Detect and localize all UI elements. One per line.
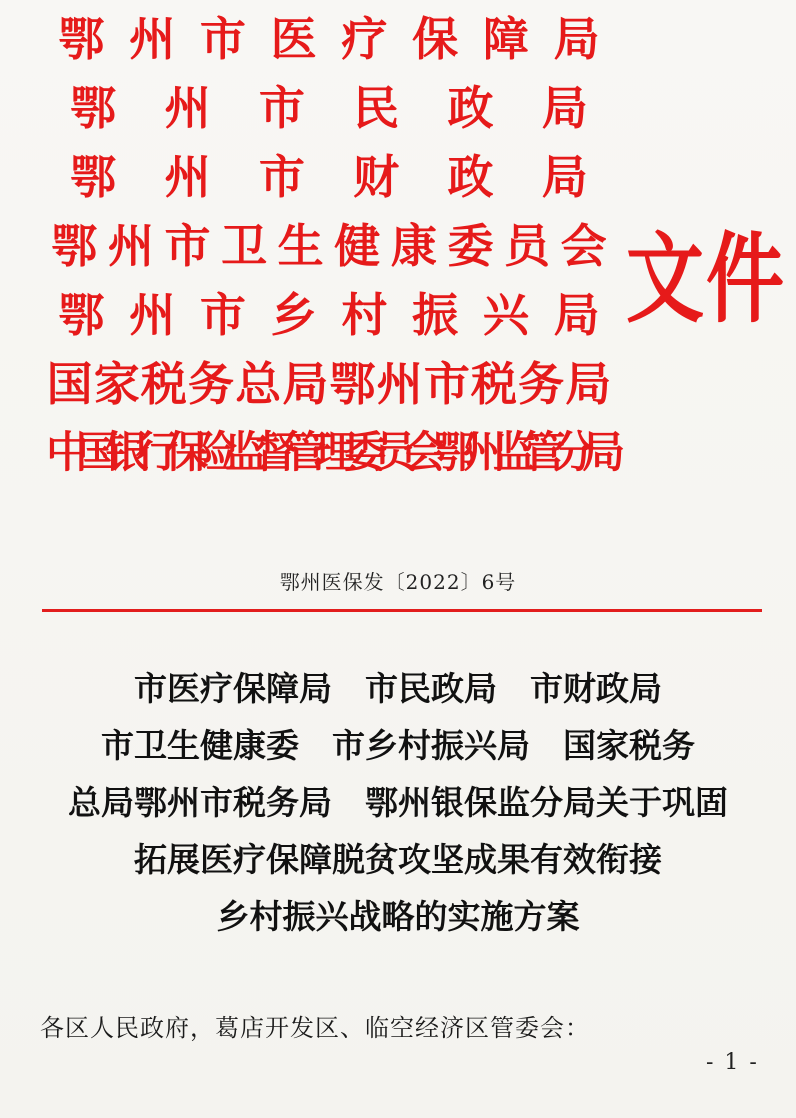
issuer-char: 州 [107, 219, 154, 273]
issuer-char: 会 [403, 428, 445, 478]
issuer-char: 家 [93, 357, 140, 411]
issuer-char: 市 [164, 219, 211, 273]
issuer-char: 鄂 [329, 357, 376, 411]
issuer-char: 市 [199, 12, 246, 66]
issuer-char: 康 [390, 219, 437, 273]
issuer-char: 督 [254, 428, 296, 478]
issuer-char: 中 [46, 428, 87, 478]
page-number: - 1 - [706, 1050, 759, 1075]
issuer-line [46, 8, 626, 70]
issuer-char: 局 [541, 81, 588, 135]
issuer-char: 行 [135, 428, 177, 478]
issuer-char: 国 [46, 357, 93, 411]
issuer-char: 员 [504, 219, 551, 273]
issuer-char: 税 [140, 357, 187, 411]
title-line: 市卫生健康委 市乡村振兴局 国家税务 [101, 726, 695, 765]
issuer-char: 局 [582, 428, 624, 478]
issuer-char: 州 [164, 150, 211, 204]
issuer-char: 局 [282, 357, 329, 411]
issuer-char: 务 [518, 357, 565, 411]
issuer-char: 委 [447, 219, 494, 273]
issuer-char: 务 [188, 357, 235, 411]
issuer-char: 税 [470, 357, 517, 411]
issuer-char: 鄂 [58, 12, 105, 66]
issuer-char: 市 [258, 81, 305, 135]
issuer-char: 险 [194, 428, 236, 478]
red-divider [42, 609, 762, 612]
issuer-line [46, 422, 626, 484]
issuer-char: 健 [334, 219, 381, 273]
issuer-char: 市 [423, 357, 470, 411]
issuer-char: 州 [462, 428, 504, 478]
issuer-char: 医 [270, 12, 317, 66]
document-type-label: 文件 [626, 224, 787, 337]
issuer-char: 州 [129, 288, 176, 342]
issuer-line [46, 215, 626, 277]
issuer-char: 乡 [270, 288, 317, 342]
issuer-char: 市 [258, 150, 305, 204]
issuer-char: 州 [164, 81, 211, 135]
document-title [0, 660, 796, 945]
issuer-char: 鄂 [70, 150, 117, 204]
issuer-line [46, 284, 626, 346]
issuer-char: 理 [314, 428, 356, 478]
issuer-char: 鄂 [58, 288, 105, 342]
salutation: 各区人民政府，葛店开发区、临空经济区管委会： [40, 1014, 590, 1042]
issuer-char: 鄂 [433, 428, 475, 478]
issuer-char: 分 [552, 428, 594, 478]
issuer-char: 政 [447, 81, 494, 135]
issuer-char: 卫 [221, 219, 268, 273]
issuer-char: 振 [412, 288, 459, 342]
issuer-char: 市 [199, 288, 246, 342]
issuer-char: 管 [522, 428, 564, 478]
issuer-char: 银 [105, 428, 147, 478]
title-line: 市医疗保障局 市民政局 市财政局 [134, 669, 662, 708]
title-line: 乡村振兴战略的实施方案 [216, 897, 580, 936]
issuer-char: 局 [553, 12, 600, 66]
issuer-char: 政 [447, 150, 494, 204]
issuer-char: 局 [565, 357, 612, 411]
issuer-char: 员 [373, 428, 415, 478]
issuer-char: 监 [492, 428, 534, 478]
issuing-agencies [46, 8, 626, 491]
issuer-char: 鄂 [51, 219, 98, 273]
issuer-char: 管 [284, 428, 326, 478]
title-line: 拓展医疗保障脱贫攻坚成果有效衔接 [134, 840, 662, 879]
issuer-line [46, 353, 626, 415]
issuer-char: 障 [482, 12, 529, 66]
issuer-char: 财 [353, 150, 400, 204]
issuer-char: 局 [541, 150, 588, 204]
document-number: 鄂州医保发〔2022〕6号 [279, 570, 517, 594]
issuer-line [46, 77, 626, 139]
issuer-char: 州 [129, 12, 176, 66]
issuer-char: 民 [353, 81, 400, 135]
issuer-char: 村 [341, 288, 388, 342]
issuer-char: 监 [224, 428, 266, 478]
issuer-char: 州 [376, 357, 423, 411]
issuer-char: 国 [75, 428, 117, 478]
issuer-char: 兴 [482, 288, 529, 342]
issuer-char: 鄂 [70, 81, 117, 135]
issuer-char: 疗 [341, 12, 388, 66]
title-line: 总局鄂州市税务局 鄂州银保监分局关于巩固 [68, 783, 728, 822]
issuer-char: 总 [235, 357, 282, 411]
issuer-char: 局 [553, 288, 600, 342]
issuer-char: 会 [560, 219, 607, 273]
issuer-char: 生 [277, 219, 324, 273]
issuer-char: 保 [412, 12, 459, 66]
issuer-char: 保 [165, 428, 207, 478]
issuer-char: 委 [343, 428, 385, 478]
issuer-line [46, 146, 626, 208]
